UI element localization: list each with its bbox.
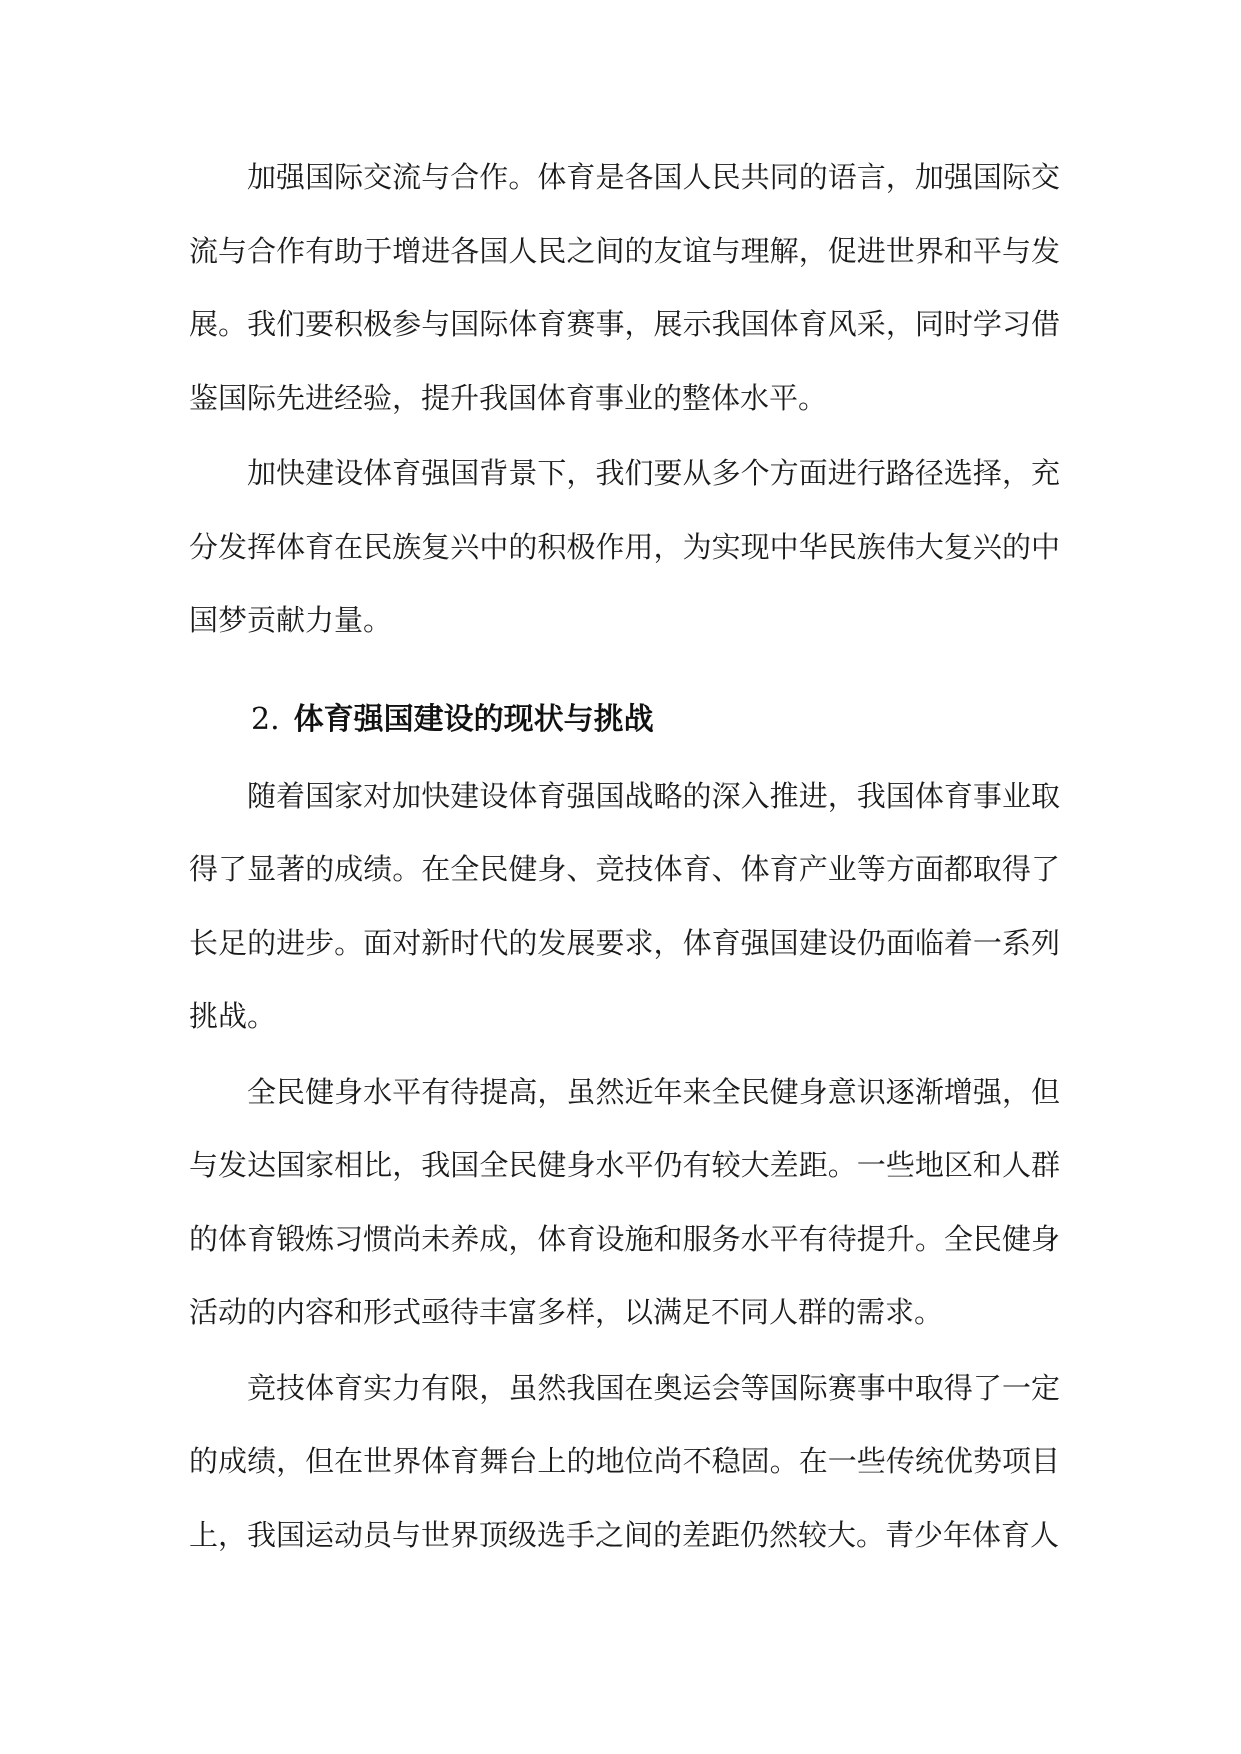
- paragraph-national-fitness: 全民健身水平有待提高，虽然近年来全民健身意识逐渐增强，但与发达国家相比，我国全民健身水平仍有较大差距。一些地区和人群的体育锻炼习惯尚未养成，体育设施和服务水平有待提升。全民健身活动的内容和形式亟待丰富多样，以满足不同人群的需求。: [189, 1074, 1060, 1329]
- document-body: [189, 141, 1060, 1574]
- paragraph-current-status: 随着国家对加快建设体育强国战略的深入推进，我国体育事业取得了显著的成绩。在全民健身、竞技体育、体育产业等方面都取得了长足的进步。面对新时代的发展要求，体育强国建设仍面临着一系列挑战。: [189, 778, 1060, 1033]
- paragraph-international-exchange: 加强国际交流与合作。体育是各国人民共同的语言，加强国际交流与合作有助于增进各国人民之间的友谊与理解，促进世界和平与发展。我们要积极参与国际体育赛事，展示我国体育风采，同时学习借鉴国际先进经验，提升我国体育事业的整体水平。: [189, 160, 1060, 415]
- paragraph-path-selection: 加快建设体育强国背景下，我们要从多个方面进行路径选择，充分发挥体育在民族复兴中的积极作用，为实现中华民族伟大复兴的中国梦贡献力量。: [189, 456, 1060, 637]
- section-number: 2.: [251, 701, 280, 737]
- section-heading: [189, 680, 1060, 760]
- paragraph-competitive-sports: 竞技体育实力有限，虽然我国在奥运会等国际赛事中取得了一定的成绩，但在世界体育舞台上的地位尚不稳固。在一些传统优势项目上，我国运动员与世界顶级选手之间的差距仍然较大。青少年体育人: [189, 1370, 1060, 1552]
- section-title: 体育强国建设的现状与挑战: [293, 701, 654, 737]
